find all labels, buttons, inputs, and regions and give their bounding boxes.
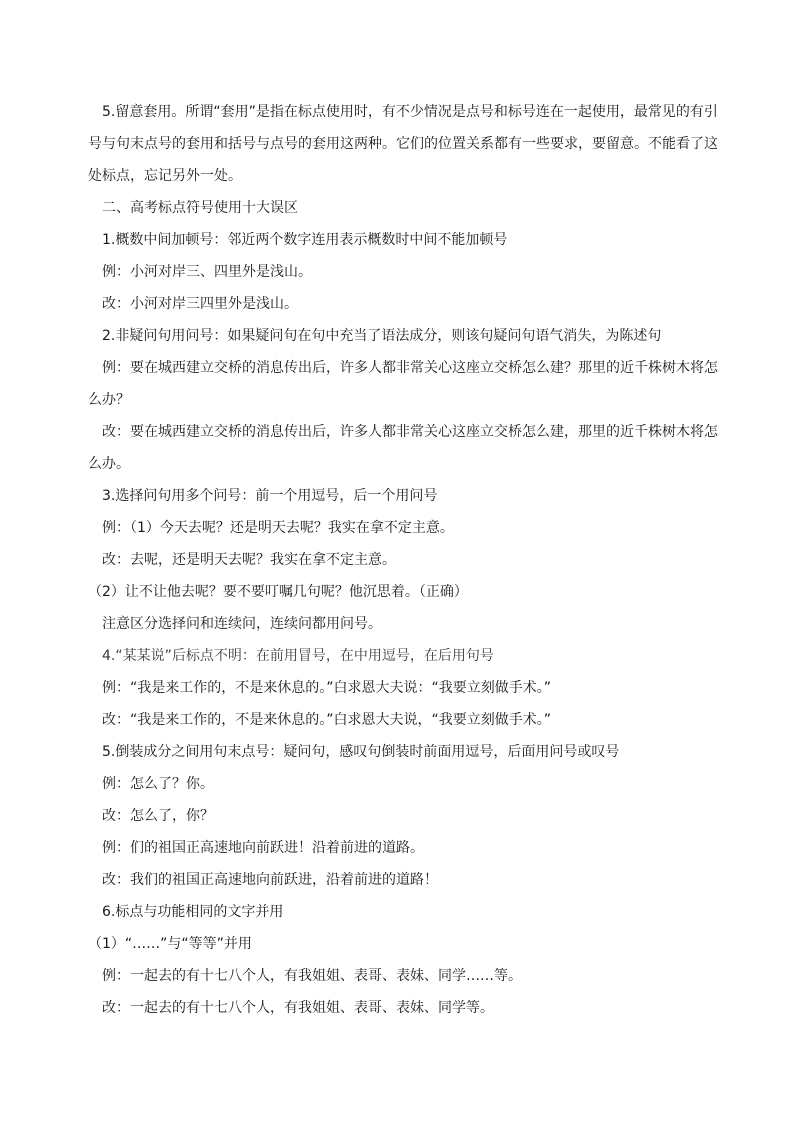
rule-6-correction: 改：一起去的有十七八个人，有我姐姐、表哥、表妹、同学等。	[102, 1000, 494, 1016]
rule-1-example: 例：小河对岸三、四里外是浅山。	[102, 264, 312, 280]
rule-3-correction-1: 改：去呢，还是明天去呢？我实在拿不定主意。	[102, 552, 396, 568]
rule-2-correction: 改：要在城西建立交桥的消息传出后，许多人都非常关心这座立交桥怎么建，那里的近千株树木将怎么办。	[88, 424, 718, 472]
rule-1-heading: 1.概数中间加顿号：邻近两个数字连用表示概数时中间不能加顿号	[102, 232, 508, 248]
section-heading-ten-errors: 二、高考标点符号使用十大误区	[102, 200, 298, 216]
rule-4-example: 例：“我是来工作的，不是来休息的。”白求恩大夫说：“我要立刻做手术。”	[102, 680, 552, 696]
rule-5-correction-1: 改：怎么了，你？	[102, 808, 214, 824]
rule-6-subheading-1: （1）“……”与“等等”并用	[88, 936, 252, 952]
rule-5-correction-2: 改：我们的祖国正高速地向前跃进，沿着前进的道路！	[102, 872, 438, 888]
rule-3-heading: 3.选择问句用多个问号：前一个用逗号，后一个用问号	[102, 488, 438, 504]
rule-3-example-1: 例：（1）今天去呢？还是明天去呢？我实在拿不定主意。	[102, 520, 454, 536]
rule-3-note: 注意区分选择问和连续问，连续问都用问号。	[102, 616, 382, 632]
rule-1-correction: 改：小河对岸三四里外是浅山。	[102, 296, 298, 312]
rule-2-example: 例：要在城西建立交桥的消息传出后，许多人都非常关心这座立交桥怎么建？那里的近千株树木将怎么办？	[88, 360, 718, 408]
rule-4-heading: 4.“某某说”后标点不明：在前用冒号，在中用逗号，在后用句号	[102, 648, 494, 664]
document-body	[88, 96, 728, 1024]
rule-5-example-1: 例：怎么了？你。	[102, 776, 214, 792]
rule-4-correction: 改：“我是来工作的，不是来休息的。”白求恩大夫说，“我要立刻做手术。”	[102, 712, 552, 728]
rule-6-heading: 6.标点与功能相同的文字并用	[102, 904, 284, 920]
rule-3-example-2: （2）让不让他去呢？要不要叮嘱几句呢？他沉思着。（正确）	[88, 584, 468, 600]
rule-6-example: 例：一起去的有十七八个人，有我姐姐、表哥、表妹、同学……等。	[102, 968, 522, 984]
rule-5-example-2: 例：们的祖国正高速地向前跃进！沿着前进的道路。	[102, 840, 424, 856]
rule-5-heading: 5.倒装成分之间用句末点号：疑问句，感叹句倒装时前面用逗号，后面用问号或叹号	[102, 744, 620, 760]
paragraph-nested-usage: 5.留意套用。所谓“套用”是指在标点使用时，有不少情况是点号和标号连在一起使用，最常见的有引号与句末点号的套用和括号与点号的套用这两种。它们的位置关系都有一些要求，要留意。不能看了这处标点，忘记另外一处。	[88, 104, 718, 184]
rule-2-heading: 2.非疑问句用问号：如果疑问句在句中充当了语法成分，则该句疑问句语气消失，为陈述句	[102, 328, 662, 344]
